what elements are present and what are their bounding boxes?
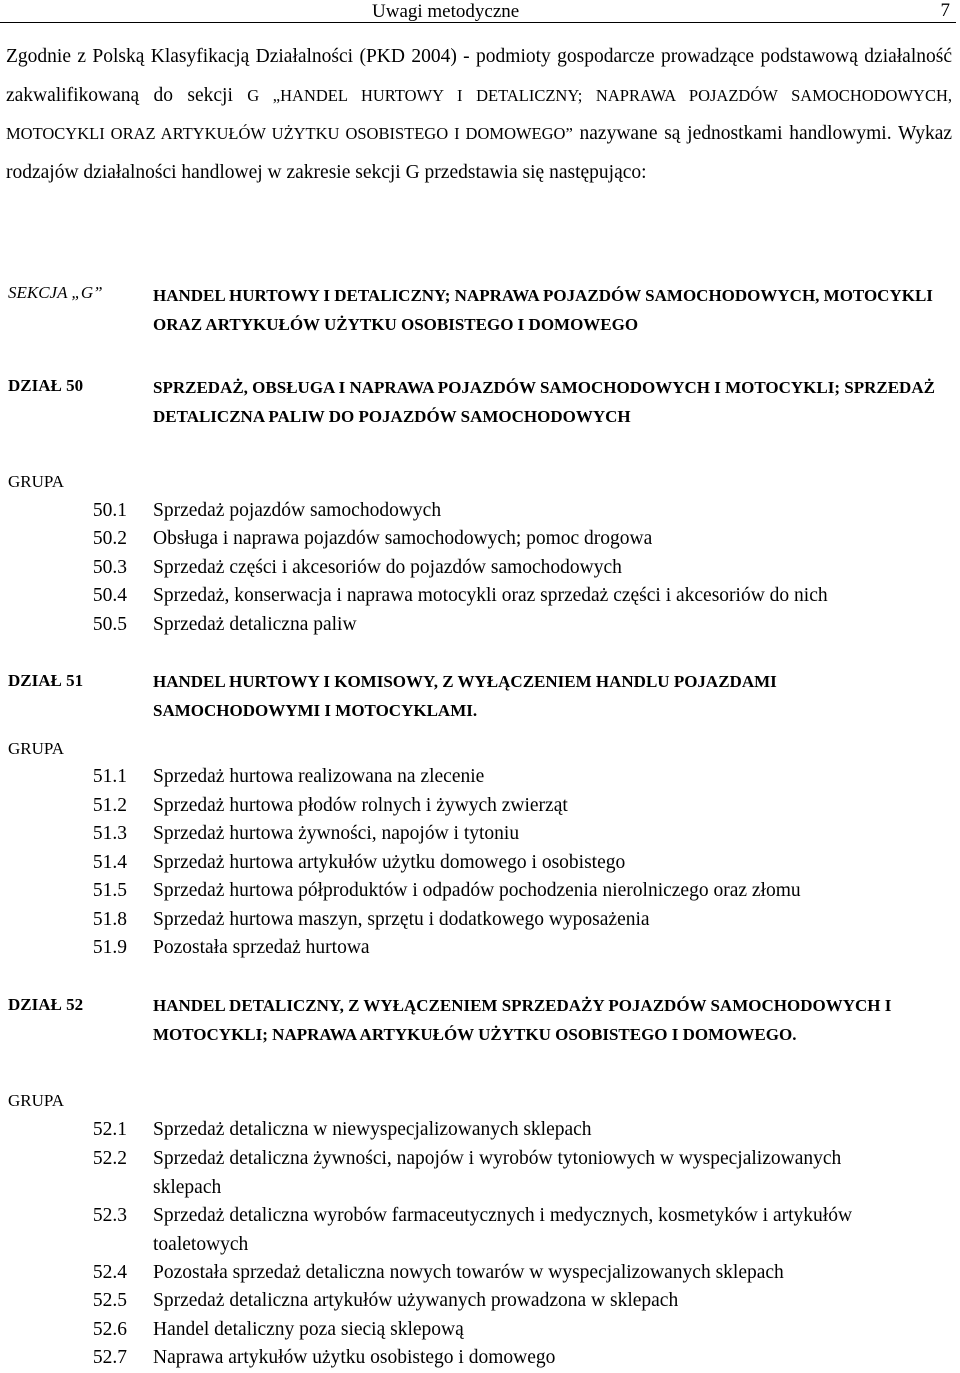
group-name: Sprzedaż części i akcesoriów do pojazdów samochodowych	[153, 557, 622, 578]
group-code: 50.4	[92, 585, 127, 606]
section-label: SEKCJA „G”	[8, 283, 103, 302]
group-label: GRUPA	[8, 739, 65, 758]
group-name: Sprzedaż hurtowa artykułów użytku domowego i osobistego	[153, 852, 626, 873]
group-name: Sprzedaż hurtowa półproduktów i odpadów pochodzenia nierolniczego oraz złomu	[153, 880, 801, 901]
group-code: 52.1	[92, 1119, 127, 1140]
group-code: 51.1	[92, 766, 127, 787]
intro-text-1: Zgodnie z Polską Klasyfikacją Działalności (PKD 2004) - podmioty gospodarcze prowadzące podstawową działalność zakwalifikowaną do sekcji	[6, 46, 952, 106]
group-name: Sprzedaż detaliczna paliw	[153, 614, 357, 635]
group-name: Sprzedaż, konserwacja i naprawa motocykli oraz sprzedaż części i akcesoriów do nich	[153, 585, 828, 606]
division-label: DZIAŁ 50	[8, 376, 84, 395]
group-code: 50.2	[92, 528, 127, 549]
division-title: HANDEL HURTOWY I KOMISOWY, Z WYŁĄCZENIEM HANDLU POJAZDAMI SAMOCHODOWYMI I MOTOCYKLAMI.	[153, 672, 777, 720]
intro-text-2: nazywane są jednostkami handlowymi. Wykaz rodzajów działalności handlowej w zakresie sekcji G przedstawia się następująco:	[6, 123, 953, 183]
group-name: Sprzedaż hurtowa realizowana na zlecenie	[153, 766, 485, 787]
group-name: Sprzedaż detaliczna żywności, napojów i wyrobów tytoniowych w wyspecjalizowanych sklepach	[153, 1148, 842, 1198]
group-code: 51.8	[92, 909, 127, 930]
header-title: Uwagi metodyczne	[372, 1, 520, 22]
group-code: 52.7	[92, 1347, 127, 1368]
intro-paragraph	[6, 38, 952, 192]
group-code: 52.3	[92, 1205, 127, 1226]
group-code: 51.2	[92, 795, 127, 816]
group-label: GRUPA	[8, 472, 65, 491]
section-title: HANDEL HURTOWY I DETALICZNY; NAPRAWA POJAZDÓW SAMOCHODOWYCH, MOTOCYKLI ORAZ ARTYKUŁÓW UŻYTKU OSOBISTEGO I DOMOWEGO	[153, 286, 933, 334]
group-code: 50.3	[92, 557, 127, 578]
group-code: 51.4	[92, 852, 127, 873]
division-label: DZIAŁ 52	[8, 995, 84, 1014]
division-title: HANDEL DETALICZNY, Z WYŁĄCZENIEM SPRZEDAŻY POJAZDÓW SAMOCHODOWYCH I MOTOCYKLI; NAPRAWA ARTYKUŁÓW UŻYTKU OSOBISTEGO I DOMOWEGO.	[153, 996, 892, 1044]
group-name: Naprawa artykułów użytku osobistego i domowego	[153, 1347, 556, 1368]
group-name: Sprzedaż pojazdów samochodowych	[153, 500, 442, 521]
division-title: SPRZEDAŻ, OBSŁUGA I NAPRAWA POJAZDÓW SAMOCHODOWYCH I MOTOCYKLI; SPRZEDAŻ DETALICZNA PALIW DO POJAZDÓW SAMOCHODOWYCH	[153, 378, 935, 426]
group-name: Obsługa i naprawa pojazdów samochodowych; pomoc drogowa	[153, 528, 653, 549]
group-label: GRUPA	[8, 1091, 65, 1110]
group-code: 52.2	[92, 1148, 127, 1169]
group-code: 50.1	[92, 500, 127, 521]
group-name: Sprzedaż detaliczna wyrobów farmaceutycznych i medycznych, kosmetyków i artykułów toaletowych	[153, 1205, 853, 1255]
group-name: Handel detaliczny poza siecią sklepową	[153, 1319, 464, 1340]
group-code: 51.5	[92, 880, 127, 901]
intro-section-name: G „HANDEL HURTOWY I DETALICZNY; NAPRAWA POJAZDÓW SAMOCHODOWYCH, MOTOCYKLI ORAZ ARTYKUŁÓW UŻYTKU OSOBISTEGO I DOMOWEGO”	[6, 85, 953, 143]
group-code: 51.3	[92, 823, 127, 844]
page-number: 7	[940, 0, 950, 21]
group-code: 52.6	[92, 1319, 127, 1340]
group-name: Sprzedaż detaliczna artykułów używanych prowadzona w sklepach	[153, 1290, 679, 1311]
group-name: Sprzedaż hurtowa maszyn, sprzętu i dodatkowego wyposażenia	[153, 909, 650, 930]
group-code: 52.4	[92, 1262, 127, 1283]
page-header	[0, 0, 956, 23]
group-code: 50.5	[92, 614, 127, 635]
division-label: DZIAŁ 51	[8, 671, 84, 690]
group-name: Sprzedaż hurtowa płodów rolnych i żywych zwierząt	[153, 795, 568, 816]
group-name: Sprzedaż detaliczna w niewyspecjalizowanych sklepach	[153, 1119, 592, 1140]
group-code: 52.5	[92, 1290, 127, 1311]
group-name: Pozostała sprzedaż detaliczna nowych towarów w wyspecjalizowanych sklepach	[153, 1262, 784, 1283]
group-name: Pozostała sprzedaż hurtowa	[153, 937, 370, 958]
group-name: Sprzedaż hurtowa żywności, napojów i tytoniu	[153, 823, 520, 844]
group-code: 51.9	[92, 937, 127, 958]
